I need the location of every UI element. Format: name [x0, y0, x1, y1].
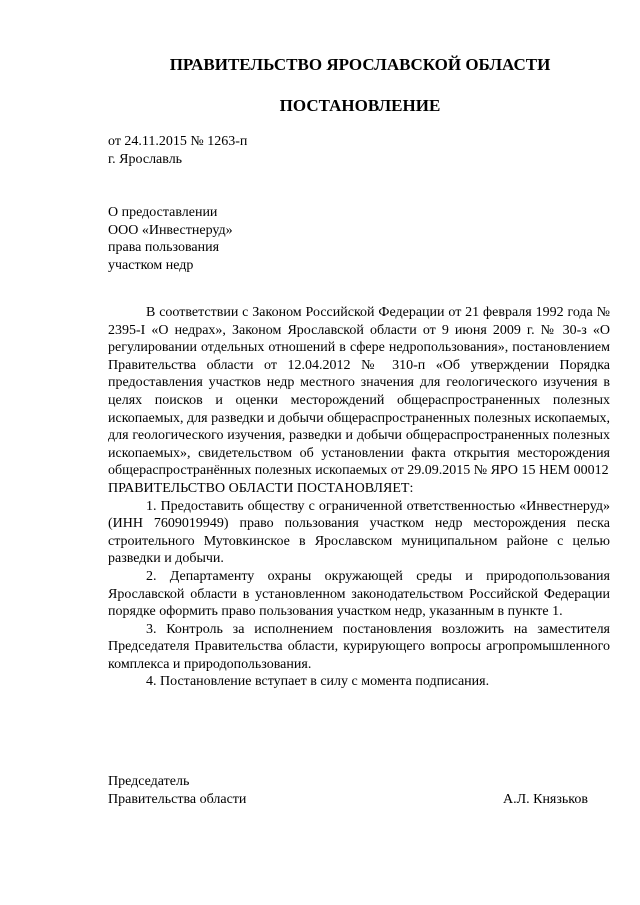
document-body [108, 304, 610, 691]
document-type-heading: ПОСТАНОВЛЕНИЕ [279, 96, 441, 115]
government-title: ПРАВИТЕЛЬСТВО ЯРОСЛАВСКОЙ ОБЛАСТИ [169, 55, 551, 74]
subject-line: участком недр [108, 257, 194, 273]
signatory-name: А.Л. Князьков [503, 792, 588, 807]
signatory-position [108, 773, 246, 809]
document-subject [108, 204, 233, 274]
signatory-title-line: Председатель [108, 774, 190, 789]
subject-line: ООО «Инвестнеруд» [108, 222, 233, 238]
preamble-paragraph: В соответствии с Законом Российской Федерации от 21 февраля 1992 года № 2395-I «О недрах», Законом Ярославской области от 9 июня 2009 г. № 30-з «О регулировании отдельных отношений в сфере недропользования», постановлением Правительства области от 12.04.2012 № 310-п «Об утверждении Порядка предоставления участков недр местного значения для геологического изучения в целях поисков и оценки месторождений общераспространенных полезных ископаемых, для разведки и добычи общераспространенных полезных ископаемых, для геологического изучения, разведки и добычи общераспространенных полезных ископаемых», свидетельством об установлении факта открытия месторождения общераспространённых полезных ископаемых от 29.09.2015 № ЯРО 15 НЕМ 00012 [108, 305, 610, 479]
clause-paragraph: 3. Контроль за исполнением постановления возложить на заместителя Председателя Правительства области, курирующего вопросы агропромышленного комплекса и природопользования. [108, 621, 610, 672]
city: г. Ярославль [108, 152, 183, 167]
signatory-title-line: Правительства области [108, 792, 247, 807]
clause-paragraph: 4. Постановление вступает в силу с момента подписания. [146, 674, 490, 690]
resolve-statement: ПРАВИТЕЛЬСТВО ОБЛАСТИ ПОСТАНОВЛЯЕТ: [108, 480, 414, 496]
subject-line: права пользования [108, 240, 220, 255]
subject-line: О предоставлении [108, 205, 218, 220]
date-and-number: от 24.11.2015 № 1263-п [108, 134, 248, 149]
clause-paragraph: 2. Департаменту охраны окружающей среды и природопользования Ярославской области в установленном законодательством Российской Федерации порядке оформить право пользования участком недр, указанным в пункте 1. [108, 568, 610, 620]
clause-paragraph: 1. Предоставить обществу с ограниченной ответственностью «Инвестнеруд» (ИНН 7609019949) право пользования участком недр месторождения песка строительного Мутовкинское в Ярославском муниципальном районе с целью разведки и добычи. [108, 498, 610, 567]
